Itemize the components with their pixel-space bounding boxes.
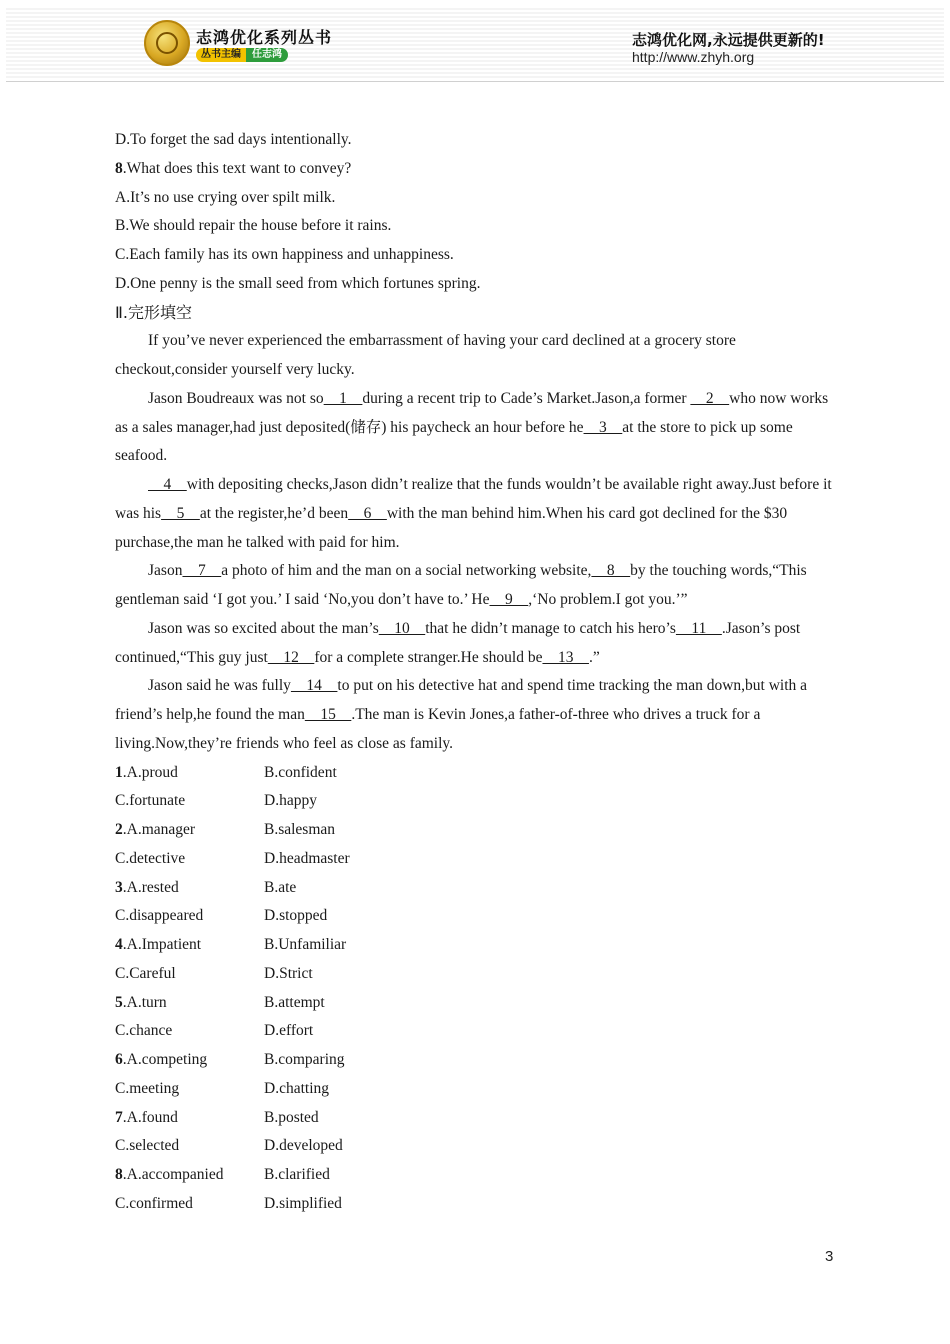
passage-paragraph-2 [115,385,835,471]
choice-row [115,759,835,788]
passage-paragraph-4 [115,557,835,615]
choice-number: 7 [115,1108,123,1126]
blank-1: 1 [323,389,363,407]
editor-label: 丛书主编 [196,48,246,62]
passage-text: by the touching words,“This gentleman said ‘I got you.’ I said ‘No,you don’t have to.’ He [115,562,807,608]
choice-option-d: D.happy [264,792,317,810]
choice-row [115,1104,835,1133]
choice-option-d: D.Strict [264,964,313,982]
choice-option-b: B.confident [264,763,337,781]
choice-row [115,989,835,1018]
choice-option-c: C.selected [115,1137,180,1155]
choice-text: .A.Impatient [122,936,202,953]
choice-number: 1 [115,763,123,781]
choice-text: .A.competing [122,1051,208,1068]
passage-text: who now works as a sales manager,had just deposited(储存) his paycheck an hour before he [115,389,829,436]
choice-option-b: B.attempt [264,993,325,1011]
publisher-logo-icon [144,20,190,66]
editor-name: 任志鸿 [246,48,288,62]
blank-8: 8 [591,562,631,580]
choice-number: 5 [115,993,123,1011]
blank-9: 9 [489,591,529,608]
header-divider [6,81,944,82]
choice-row [115,902,835,931]
question-8 [115,155,835,184]
choice-option-c: C.detective [115,849,186,867]
blank-15: 15 [304,706,352,723]
passage-paragraph-1: If you’ve never experienced the embarrassment of having your card declined at a grocery store checkout,consider yourself very lucky. [115,332,736,378]
passage-paragraph-3 [115,471,835,557]
choice-option-b: B.clarified [264,1166,330,1183]
passage-text: Jason Boudreaux was not so [148,389,324,407]
choice-option-b: B.Unfamiliar [264,936,347,953]
choice-option-c: C.disappeared [115,907,204,925]
passage-text: a photo of him and the man on a social networking website, [221,562,592,580]
choice-option-c: C.fortunate [115,792,186,810]
page-content [115,126,835,1219]
blank-10: 10 [378,619,426,637]
passage-paragraph-6 [115,672,835,758]
choice-option-d: D.simplified [264,1194,342,1212]
question-number: 8 [115,159,123,177]
choice-option-d: D.effort [264,1022,314,1040]
passage-text: Jason [148,562,183,580]
choice-option-d: D.developed [264,1137,343,1155]
blank-11: 11 [675,619,722,637]
choice-option-c: C.meeting [115,1079,180,1097]
series-title: 志鸿优化系列丛书 [196,28,333,47]
blank-5: 5 [161,504,200,522]
blank-6: 6 [348,504,387,522]
choice-text: .A.turn [122,993,167,1011]
section-heading: Ⅱ.完形填空 [115,302,192,322]
choice-number: 6 [115,1051,123,1068]
option-line: C.Each family has its own happiness and unhappiness. [115,246,454,263]
choice-row [115,816,835,845]
choice-row [115,1161,835,1190]
question-stem: .What does this text want to convey? [122,159,352,177]
header-url: http://www.zhyh.org [632,49,755,65]
passage-text: Jason was so excited about the man’s [148,619,379,637]
blank-12: 12 [267,648,315,666]
choice-row [115,874,835,903]
choice-option-d: D.chatting [264,1079,329,1097]
choice-option-c: C.chance [115,1022,173,1040]
choice-number: 8 [115,1166,123,1183]
choice-option-a [115,931,264,960]
passage-text: ,‘No problem.I got you.’” [528,591,688,608]
choice-option-a [115,1046,264,1075]
option-line: D.To forget the sad days intentionally. [115,131,352,148]
passage-text: .” [588,648,600,666]
passage-text: with depositing checks,Jason didn’t realize that the funds wouldn’t be available right away.Just before it was his [115,476,832,522]
choice-row [115,931,835,960]
option-line: A.It’s no use crying over spilt milk. [115,188,336,206]
blank-13: 13 [542,648,589,666]
option-line: D.One penny is the small seed from which fortunes spring. [115,274,481,292]
choice-row [115,960,835,989]
header-slogan: 志鸿优化网,永远提供更新的! [632,31,825,49]
choice-option-a [115,1161,264,1190]
passage-text: to put on his detective hat and spend time tracking the man down,but with a friend’s help,he found the man [115,677,808,723]
choice-option-a [115,1104,264,1133]
choice-text: .A.accompanied [122,1166,224,1183]
editor-tag [196,48,288,62]
blank-3: 3 [583,418,623,436]
blank-7: 7 [182,562,222,580]
passage-text: with the man behind him.When his card got declined for the $30 purchase,the man he talked with paid for him. [115,504,788,551]
passage-text: that he didn’t manage to catch his hero’s [425,619,676,637]
passage-text: .Jason’s post continued,“This guy just [115,619,801,666]
passage-text: at the register,he’d been [199,504,349,522]
choice-row [115,1190,835,1219]
choice-option-b: B.comparing [264,1051,345,1068]
passage-text: for a complete stranger.He should be [314,648,543,666]
choice-option-b: B.posted [264,1108,319,1126]
blank-2: 2 [690,389,730,407]
choice-option-a [115,816,264,845]
passage-paragraph-5 [115,615,835,673]
choice-option-a [115,989,264,1018]
option-line: B.We should repair the house before it rains. [115,217,392,235]
choice-option-b: B.ate [264,878,297,896]
choice-text: .A.found [122,1108,178,1126]
choice-option-d: D.headmaster [264,849,350,867]
choice-row [115,845,835,874]
choice-number: 3 [115,878,123,896]
choice-row [115,1017,835,1046]
choice-text: .A.rested [122,878,179,896]
choice-number: 2 [115,821,123,838]
blank-4: 4 [148,476,187,493]
passage-text: .The man is Kevin Jones,a father-of-three who drives a truck for a living.Now,they’re friends who feel as close as family. [115,706,761,752]
choice-number: 4 [115,936,123,953]
choice-option-b: B.salesman [264,821,336,838]
choice-option-c: C.confirmed [115,1194,193,1212]
choice-row [115,1132,835,1161]
passage-text: during a recent trip to Cade’s Market.Jason,a former [362,389,691,407]
choice-text: .A.proud [122,763,178,781]
choice-row [115,787,835,816]
choice-option-a [115,874,264,903]
choice-option-c: C.Careful [115,964,176,982]
passage-text: Jason said he was fully [148,677,291,695]
choice-row [115,1075,835,1104]
choice-text: .A.manager [122,821,196,838]
page-number: 3 [825,1248,834,1265]
passage-text: at the store to pick up some seafood. [115,418,793,465]
choice-option-d: D.stopped [264,907,328,925]
choice-option-a [115,759,264,788]
blank-14: 14 [290,677,338,695]
choice-row [115,1046,835,1075]
